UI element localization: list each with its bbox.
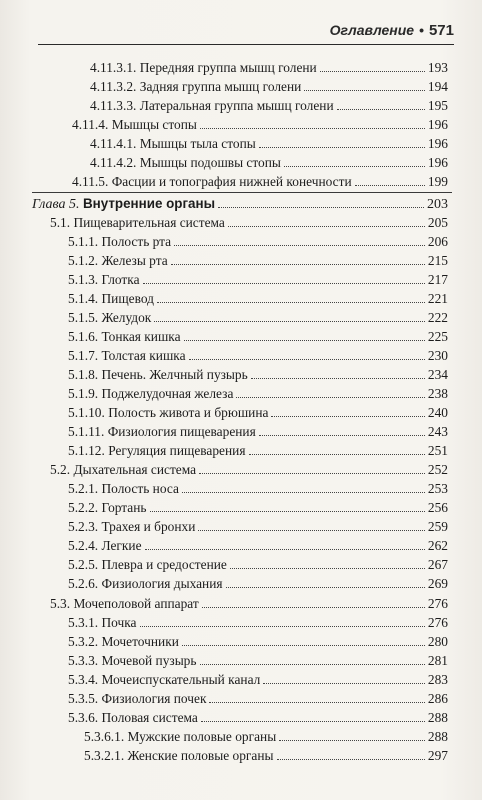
toc-page-number: 222: [427, 310, 448, 325]
dot-leader: [355, 184, 425, 186]
toc-entry: [84, 747, 448, 765]
toc-page-number: 196: [427, 155, 448, 170]
toc-entry: [90, 154, 448, 172]
toc-page-number: 193: [427, 60, 448, 75]
toc-entry: [68, 575, 448, 593]
dot-leader: [236, 396, 425, 398]
toc-entry: [72, 173, 448, 191]
toc-entry-title: [68, 518, 195, 536]
toc-entry-title: [68, 690, 206, 708]
dot-leader: [199, 472, 425, 474]
toc-entry: [68, 556, 448, 574]
section-title: Гортань: [101, 500, 147, 515]
section-title: Пищеварительная система: [73, 215, 225, 230]
dot-leader: [337, 108, 425, 110]
toc-entry-title: [68, 442, 246, 460]
toc-entry-title: [72, 173, 352, 191]
section-title: Толстая кишка: [101, 348, 186, 363]
dot-leader: [249, 453, 425, 455]
section-title: Мочевой пузырь: [101, 653, 197, 668]
toc-page-number: 217: [427, 272, 448, 287]
toc-page-number: 286: [427, 691, 448, 706]
running-header: [38, 14, 454, 45]
section-title: Полость живота и брюшина: [108, 405, 269, 420]
toc-entry: [90, 135, 448, 153]
section-title: Почка: [101, 615, 137, 630]
section-title: Печень. Желчный пузырь: [101, 367, 248, 382]
toc-entry-title: [68, 575, 223, 593]
section-number: 5.1.4.: [68, 291, 99, 306]
toc-entry: [68, 309, 448, 327]
section-number: 5.1.9.: [68, 386, 99, 401]
toc-entry: [68, 614, 448, 632]
section-number: 5.2.2.: [68, 500, 99, 515]
section-title: Мышцы тыла стопы: [139, 136, 256, 151]
toc-entry-title: [84, 747, 274, 765]
section-number: 5.1.8.: [68, 367, 99, 382]
toc-entry: [32, 195, 448, 213]
section-title: Женские половые органы: [127, 748, 274, 763]
section-number: 5.3.2.: [68, 634, 99, 649]
toc-entry-title: [68, 556, 227, 574]
dot-leader: [320, 70, 425, 72]
section-number: 5.1.6.: [68, 329, 99, 344]
toc-entry: [68, 252, 448, 270]
toc-entry-title: [90, 135, 256, 153]
section-title: Полость носа: [101, 481, 179, 496]
dot-leader: [200, 663, 425, 665]
toc-page-number: 259: [427, 519, 448, 534]
dot-leader: [226, 586, 425, 588]
section-title: Регуляция пищеварения: [108, 443, 246, 458]
toc-page-number: 276: [427, 615, 448, 630]
dot-leader: [284, 165, 425, 167]
toc-page-number: 281: [427, 653, 448, 668]
dot-leader: [198, 529, 425, 531]
toc-entry: [90, 59, 448, 77]
toc-page-number: 256: [427, 500, 448, 515]
toc-page-number: 205: [427, 215, 448, 230]
section-title: Физиология пищеварения: [107, 424, 256, 439]
toc-entry-title: [68, 233, 171, 251]
toc-page-number: 253: [427, 481, 448, 496]
dot-leader: [171, 263, 425, 265]
toc-entry-title: [68, 309, 151, 327]
section-number: 5.1.3.: [68, 272, 99, 287]
section-title: Латеральная группа мышц голени: [139, 98, 334, 113]
section-number: 5.2.: [50, 462, 71, 477]
dot-leader: [277, 758, 425, 760]
dot-leader: [263, 682, 425, 684]
section-title: Оглавление: [329, 22, 415, 38]
dot-leader: [202, 606, 425, 608]
toc-entry-title: [68, 290, 154, 308]
section-title: Желудок: [101, 310, 152, 325]
section-number: 5.3.2.1.: [84, 748, 125, 763]
dot-leader: [189, 358, 425, 360]
toc-page-number: 238: [427, 386, 448, 401]
toc-page-number: 267: [427, 557, 448, 572]
section-number: 5.1.11.: [68, 424, 105, 439]
section-title: Мышцы подошвы стопы: [139, 155, 281, 170]
dot-leader: [251, 377, 425, 379]
toc-page-number: 225: [427, 329, 448, 344]
section-title: Трахея и бронхи: [101, 519, 196, 534]
toc-page-number: 199: [427, 174, 448, 189]
dot-leader: [154, 320, 425, 322]
toc-entry-title: [84, 728, 276, 746]
section-number: 5.2.5.: [68, 557, 99, 572]
toc-entry: [50, 214, 448, 232]
toc-page-number: 206: [427, 234, 448, 249]
dot-leader: [271, 415, 424, 417]
toc-page-number: 203: [427, 197, 448, 212]
toc-page-number: 215: [427, 253, 448, 268]
toc-page-number: 251: [427, 443, 448, 458]
dot-leader: [182, 491, 425, 493]
toc-entry-title: [32, 195, 215, 214]
toc-entry: [68, 366, 448, 384]
section-title: Физиология дыхания: [101, 576, 223, 591]
toc-entry-title: [50, 595, 199, 613]
section-number: 5.3.1.: [68, 615, 99, 630]
toc-entry-title: [72, 116, 197, 134]
dot-leader: [218, 206, 424, 208]
toc-entry: [68, 404, 448, 422]
section-title: Передняя группа мышц голени: [139, 60, 317, 75]
toc-entry-title: [68, 271, 140, 289]
toc-entry-title: [68, 385, 233, 403]
section-title: Мочеиспускательный канал: [101, 672, 261, 687]
section-number: 5.1.7.: [68, 348, 99, 363]
toc-entry: [68, 328, 448, 346]
toc-entry-title: [68, 709, 198, 727]
dot-leader: [174, 244, 425, 246]
section-title: Плевра и средостение: [101, 557, 227, 572]
toc-page-number: 269: [427, 576, 448, 591]
section-number: 4.11.4.2.: [90, 155, 137, 170]
toc-entry: [68, 671, 448, 689]
toc-page-number: 280: [427, 634, 448, 649]
toc-entry: [90, 97, 448, 115]
toc-entry-title: [90, 78, 301, 96]
toc-page-number: 240: [427, 405, 448, 420]
dot-leader: [157, 301, 425, 303]
toc-page-number: 195: [427, 98, 448, 113]
toc-entry: [84, 728, 448, 746]
dot-leader: [201, 720, 425, 722]
toc-entry: [90, 78, 448, 96]
toc-entry-title: [68, 633, 179, 651]
section-title: Полость рта: [101, 234, 172, 249]
toc-entry: [50, 595, 448, 613]
toc-entry: [68, 290, 448, 308]
dot-leader: [228, 225, 425, 227]
toc-entry-title: [68, 404, 268, 422]
section-title: Дыхательная система: [73, 462, 197, 477]
toc-entry-title: [68, 366, 248, 384]
section-number: 5.2.3.: [68, 519, 99, 534]
section-number: 5.1.2.: [68, 253, 99, 268]
section-number: 5.1.10.: [68, 405, 105, 420]
section-number: 4.11.3.3.: [90, 98, 137, 113]
toc-page-number: 196: [427, 117, 448, 132]
page-number: 571: [428, 22, 454, 39]
section-title: Физиология почек: [101, 691, 207, 706]
section-title: Мочеточники: [101, 634, 179, 649]
section-title: Железы рта: [101, 253, 168, 268]
toc-entry-title: [90, 154, 281, 172]
toc-page-number: 297: [427, 748, 448, 763]
dot-leader: [230, 567, 425, 569]
toc-page-number: 288: [427, 710, 448, 725]
section-title: Тонкая кишка: [101, 329, 181, 344]
toc-entry: [68, 233, 448, 251]
section-number: 4.11.5.: [72, 174, 109, 189]
section-title: Мочеполовой аппарат: [73, 596, 199, 611]
section-title: Мужские половые органы: [127, 729, 277, 744]
toc-entry: [68, 385, 448, 403]
section-number: 5.1.1.: [68, 234, 99, 249]
toc-entry-title: [68, 671, 260, 689]
toc-page-number: 234: [427, 367, 448, 382]
dot-leader: [209, 701, 424, 703]
toc-page-number: 252: [427, 462, 448, 477]
section-title: Легкие: [101, 538, 142, 553]
dot-leader: [140, 625, 425, 627]
toc-entry-title: [68, 652, 197, 670]
section-title: Задняя группа мышц голени: [139, 79, 302, 94]
toc-entry-title: [68, 328, 181, 346]
toc-entry: [68, 423, 448, 441]
toc-entry-title: [68, 480, 179, 498]
dot-leader: [259, 434, 425, 436]
header-separator: •: [419, 22, 424, 38]
toc-page-number: 230: [427, 348, 448, 363]
dot-leader: [279, 739, 425, 741]
toc-entry: [68, 690, 448, 708]
section-number: 5.2.1.: [68, 481, 99, 496]
dot-leader: [259, 146, 425, 148]
toc-entry-title: [68, 537, 142, 555]
chapter-title: Внутренние органы: [82, 196, 216, 211]
toc-entry-title: [68, 499, 147, 517]
toc-page-number: 288: [427, 729, 448, 744]
section-number: 5.1.12.: [68, 443, 105, 458]
section-title: Половая система: [101, 710, 198, 725]
section-number: 5.3.5.: [68, 691, 99, 706]
toc-entry: [68, 518, 448, 536]
toc-page-number: 283: [427, 672, 448, 687]
toc-entry: [50, 461, 448, 479]
dot-leader: [184, 339, 425, 341]
toc-entry-title: [90, 59, 317, 77]
toc-entry: [68, 271, 448, 289]
section-number: 4.11.3.2.: [90, 79, 137, 94]
dot-leader: [145, 548, 425, 550]
toc-entry: [68, 709, 448, 727]
toc-entry: [68, 480, 448, 498]
section-title: Пищевод: [101, 291, 154, 306]
toc-entry: [68, 652, 448, 670]
section-title: Поджелудочная железа: [101, 386, 234, 401]
dot-leader: [143, 282, 425, 284]
section-number: 5.1.5.: [68, 310, 99, 325]
toc-entry: [68, 347, 448, 365]
dot-leader: [150, 510, 425, 512]
section-number: 5.3.4.: [68, 672, 99, 687]
toc-entry: [68, 442, 448, 460]
dot-leader: [304, 89, 425, 91]
toc-page-number: 243: [427, 424, 448, 439]
toc-entry-title: [90, 97, 334, 115]
toc-entry-title: [68, 423, 256, 441]
toc-entry: [68, 633, 448, 651]
section-number: 4.11.3.1.: [90, 60, 137, 75]
chapter-rule: [32, 192, 452, 193]
toc-entry: [68, 537, 448, 555]
toc-page-number: 276: [427, 596, 448, 611]
section-number: 5.2.4.: [68, 538, 99, 553]
dot-leader: [182, 644, 425, 646]
toc-entry-title: [50, 214, 225, 232]
section-number: 5.3.6.1.: [84, 729, 125, 744]
section-number: 5.3.3.: [68, 653, 99, 668]
section-title: Мышцы стопы: [111, 117, 197, 132]
toc-entry-title: [50, 461, 196, 479]
section-number: 5.1.: [50, 215, 71, 230]
toc-entry-title: [68, 252, 168, 270]
section-title: Глотка: [101, 272, 140, 287]
section-number: 4.11.4.1.: [90, 136, 137, 151]
toc-entry-title: [68, 347, 186, 365]
section-title: Фасции и топография нижней конечности: [111, 174, 352, 189]
section-number: 5.3.6.: [68, 710, 99, 725]
chapter-number: Глава 5.: [32, 197, 80, 212]
toc-page-number: 262: [427, 538, 448, 553]
dot-leader: [200, 127, 425, 129]
section-number: 5.2.6.: [68, 576, 99, 591]
section-number: 5.3.: [50, 596, 71, 611]
toc-entry: [68, 499, 448, 517]
toc-page-number: 196: [427, 136, 448, 151]
toc-entry-title: [68, 614, 137, 632]
toc-page-number: 221: [427, 291, 448, 306]
toc-entry: [72, 116, 448, 134]
toc-page-number: 194: [427, 79, 448, 94]
section-number: 4.11.4.: [72, 117, 109, 132]
